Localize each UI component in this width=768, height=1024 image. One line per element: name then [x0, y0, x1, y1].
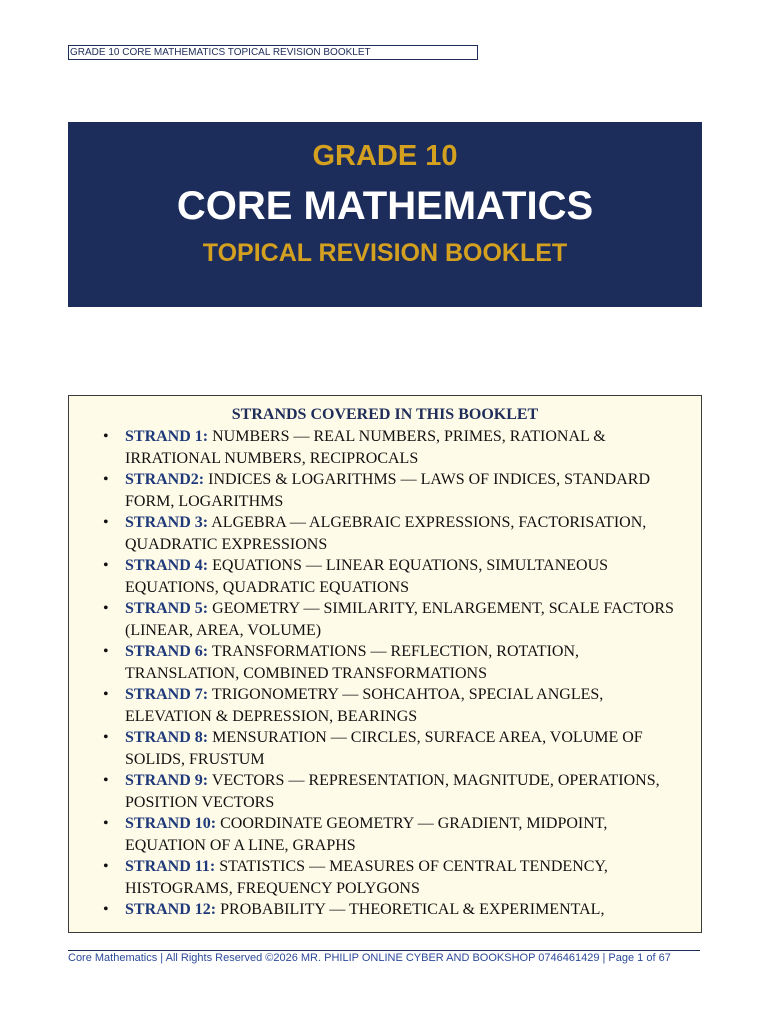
strand-item — [103, 512, 701, 555]
bullet-icon: • — [103, 858, 109, 875]
strand-item — [103, 684, 701, 727]
strand-label: STRAND 1: — [125, 428, 209, 445]
strand-text: MENSURATION — CIRCLES, SURFACE AREA, VOLUME OF SOLIDS, FRUSTUM — [125, 729, 643, 768]
strand-text: COORDINATE GEOMETRY — GRADIENT, MIDPOINT, EQUATION OF A LINE, GRAPHS — [125, 815, 608, 854]
strand-item — [103, 641, 701, 684]
bullet-icon: • — [103, 686, 109, 703]
bullet-icon: • — [103, 514, 109, 531]
strand-label: STRAND 8: — [125, 729, 209, 746]
banner-grade: GRADE 10 — [312, 140, 458, 172]
strand-label: STRAND 10: — [125, 815, 217, 832]
strands-title: STRANDS COVERED IN THIS BOOKLET — [231, 406, 539, 423]
strand-label: STRAND 3: — [125, 514, 209, 531]
strand-item — [103, 770, 701, 813]
banner-subject: CORE MATHEMATICS — [176, 184, 594, 228]
bullet-icon: • — [103, 815, 109, 832]
strand-label: STRAND 6: — [125, 643, 209, 660]
strand-item — [103, 856, 701, 899]
strand-item — [103, 598, 701, 641]
strand-text: VECTORS — REPRESENTATION, MAGNITUDE, OPERATIONS, POSITION VECTORS — [125, 772, 660, 811]
bullet-icon: • — [103, 772, 109, 789]
strand-text: EQUATIONS — LINEAR EQUATIONS, SIMULTANEOUS EQUATIONS, QUADRATIC EQUATIONS — [125, 557, 609, 596]
strand-text: GEOMETRY — SIMILARITY, ENLARGEMENT, SCALE FACTORS (LINEAR, AREA, VOLUME) — [125, 600, 674, 639]
bullet-icon: • — [103, 471, 109, 488]
strand-label: STRAND 4: — [125, 557, 209, 574]
strand-label: STRAND2: — [125, 471, 205, 488]
bullet-icon: • — [103, 428, 109, 445]
title-banner — [68, 122, 702, 307]
strand-item — [103, 813, 701, 856]
bullet-icon: • — [103, 643, 109, 660]
page-footer: Core Mathematics | All Rights Reserved ©2026 MR. PHILIP ONLINE CYBER AND BOOKSHOP 0746461429 | Page 1 of 67 — [68, 952, 671, 964]
strand-label: STRAND 11: — [125, 858, 216, 875]
strand-item — [103, 426, 701, 469]
bullet-icon: • — [103, 600, 109, 617]
bullet-icon: • — [103, 557, 109, 574]
banner-subtitle: TOPICAL REVISION BOOKLET — [202, 239, 568, 267]
bullet-icon: • — [103, 729, 109, 746]
strand-label: STRAND 12: — [125, 901, 217, 918]
strand-text: TRIGONOMETRY — SOHCAHTOA, SPECIAL ANGLES, ELEVATION & DEPRESSION, BEARINGS — [125, 686, 604, 725]
strand-text: TRANSFORMATIONS — REFLECTION, ROTATION, TRANSLATION, COMBINED TRANSFORMATIONS — [125, 643, 580, 682]
strand-label: STRAND 7: — [125, 686, 209, 703]
strand-item — [103, 469, 701, 512]
strand-item — [103, 555, 701, 598]
strands-list — [69, 426, 701, 921]
footer-divider — [68, 950, 700, 951]
strand-item — [103, 727, 701, 770]
strand-text: PROBABILITY — THEORETICAL & EXPERIMENTAL, — [216, 901, 605, 918]
strand-text: ALGEBRA — ALGEBRAIC EXPRESSIONS, FACTORISATION, QUADRATIC EXPRESSIONS — [125, 514, 647, 553]
strand-label: STRAND 9: — [125, 772, 209, 789]
strand-text: STATISTICS — MEASURES OF CENTRAL TENDENCY, HISTOGRAMS, FREQUENCY POLYGONS — [125, 858, 608, 897]
strand-item — [103, 899, 701, 921]
strand-text: NUMBERS — REAL NUMBERS, PRIMES, RATIONAL & IRRATIONAL NUMBERS, RECIPROCALS — [125, 428, 606, 467]
running-header: GRADE 10 CORE MATHEMATICS TOPICAL REVISION BOOKLET — [68, 45, 478, 60]
strand-label: STRAND 5: — [125, 600, 209, 617]
strands-box — [68, 395, 702, 933]
strand-text: INDICES & LOGARITHMS — LAWS OF INDICES, STANDARD FORM, LOGARITHMS — [125, 471, 651, 510]
bullet-icon: • — [103, 901, 109, 918]
